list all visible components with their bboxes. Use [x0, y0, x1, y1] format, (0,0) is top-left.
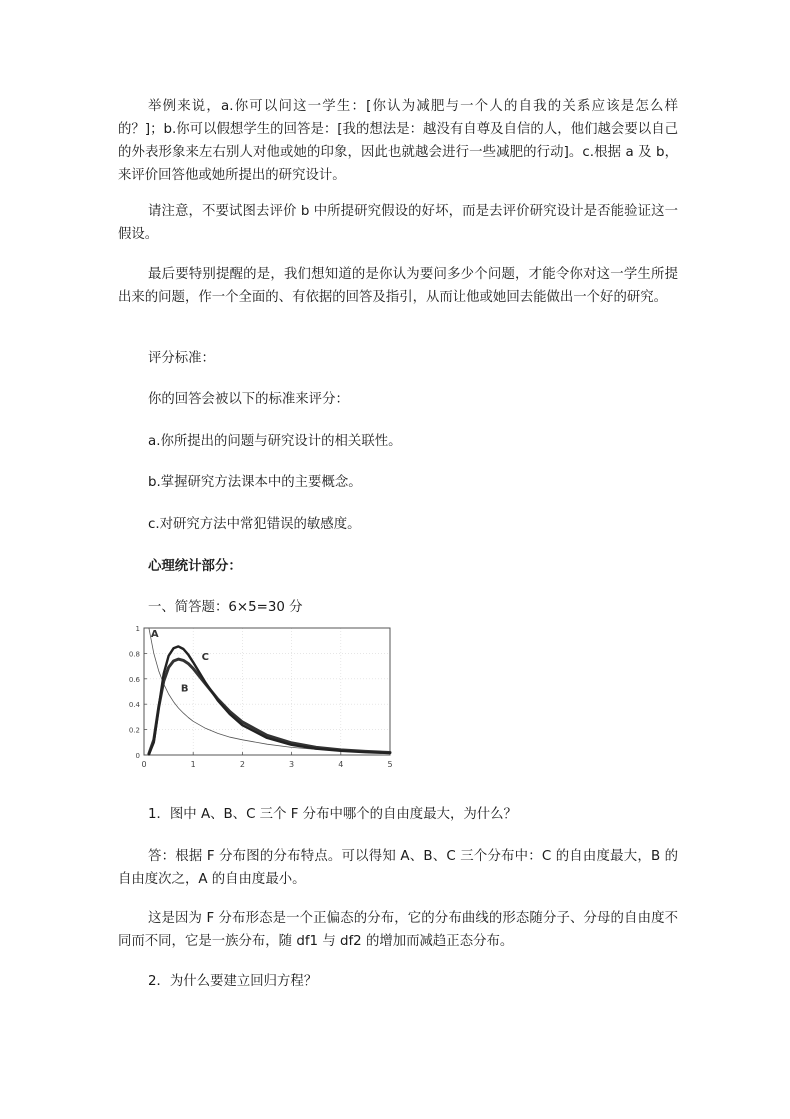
- y-tick-label: 0.8: [128, 650, 140, 659]
- f-distribution-figure: [120, 621, 396, 779]
- answer-1-paragraph-2: 这是因为 F 分布形态是一个正偏态的分布，它的分布曲线的形态随分子、分母的自由度不同而不同，它是一族分布，随 df1 与 df2 的增加而减趋正态分布。: [118, 911, 678, 949]
- criterion-b: b.掌握研究方法课本中的主要概念。: [148, 475, 362, 490]
- x-tick-label: 5: [387, 760, 393, 769]
- series-label-c: C: [201, 651, 210, 663]
- y-tick-label: 0: [135, 752, 140, 760]
- criteria-title: 评分标准：: [148, 351, 215, 366]
- x-tick-label: 1: [190, 760, 196, 769]
- question-2: 2．为什么要建立回归方程？: [148, 974, 318, 989]
- criteria-intro: 你的回答会被以下的标准来评分：: [148, 392, 349, 407]
- y-tick-label: 1: [135, 625, 140, 633]
- paragraph-note: 请注意，不要试图去评价 b 中所提研究假设的好坏，而是去评价研究设计是否能验证这一假设。: [118, 204, 678, 242]
- subsection-title: 一、简答题：6×5=30 分: [148, 600, 303, 615]
- section-title: 心理统计部分：: [148, 559, 242, 574]
- answer-1-paragraph-1: 答：根据 F 分布图的分布特点。可以得知 A、B、C 三个分布中：C 的自由度最大，B 的自由度次之，A 的自由度最小。: [118, 849, 678, 887]
- x-tick-label: 4: [338, 760, 344, 769]
- y-tick-label: 0.2: [128, 726, 140, 735]
- x-tick-label: 0: [141, 760, 147, 769]
- x-tick-label: 3: [289, 760, 295, 769]
- series-label-a: A: [150, 628, 159, 640]
- y-tick-label: 0.6: [128, 675, 140, 684]
- paragraph-reminder: 最后要特别提醒的是，我们想知道的是你认为要问多少个问题，才能令你对这一学生所提出来的问题，作一个全面的、有依据的回答及指引，从而让他或她回去能做出一个好的研究。: [118, 267, 678, 305]
- paragraph-example: 举例来说，a.你可以问这一学生：[你认为减肥与一个人的自我的关系应该是怎么样的？]；b.你可以假想学生的回答是：[我的想法是：越没有自尊及自信的人，他们越会要以自己的外表形象来左右别人对他或她的印象，因此也就越会进行一些减肥的行动]。c.根据 a 及 b，来评价回答他或她所提出的研究设计。: [118, 99, 678, 183]
- f-distribution-chart: [120, 621, 396, 779]
- y-tick-label: 0.4: [128, 701, 140, 710]
- criterion-c: c.对研究方法中常犯错误的敏感度。: [148, 517, 361, 532]
- criterion-a: a.你所提出的问题与研究设计的相关联性。: [148, 434, 402, 449]
- x-tick-label: 2: [239, 760, 245, 769]
- series-label-b: B: [180, 683, 189, 695]
- question-1: 1．图中 A、B、C 三个 F 分布中哪个的自由度最大，为什么？: [148, 807, 517, 822]
